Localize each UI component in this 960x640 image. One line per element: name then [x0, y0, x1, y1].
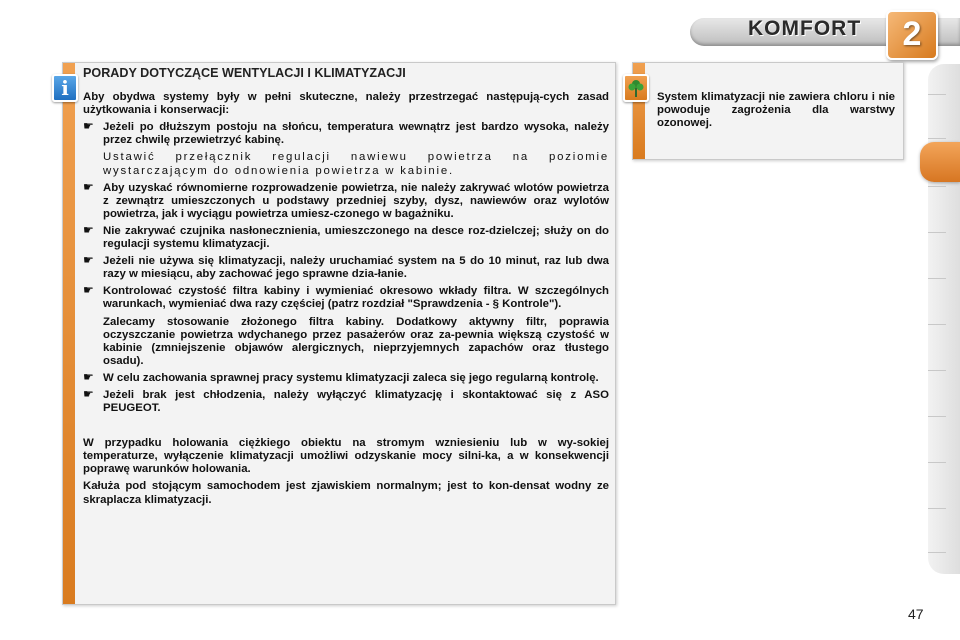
- info-icon: i: [52, 74, 78, 102]
- chapter-badge: 2: [886, 10, 938, 60]
- list-item: [83, 369, 609, 385]
- tab-divider: [928, 186, 946, 187]
- pointing-hand-icon: ☛: [83, 386, 94, 401]
- intro-paragraph: Aby obydwa systemy były w pełni skuteczne, należy przestrzegać następują-cych zasad użytkowania i konserwacji:: [83, 91, 609, 117]
- pointing-hand-icon: ☛: [83, 119, 94, 134]
- list-item: [83, 285, 609, 311]
- list-item: [83, 121, 609, 147]
- list-item-text: W celu zachowania sprawnej pracy systemu klimatyzacji zaleca się jego regularną kontrolę.: [103, 371, 599, 384]
- tab-divider: [928, 552, 946, 553]
- list-item-text: Jeżeli po dłuższym postoju na słońcu, temperatura wewnątrz jest bardzo wysoka, należy przez chwilę przewietrzyć kabinę.: [103, 121, 609, 147]
- tab-divider: [928, 138, 946, 139]
- panel-accent-stripe: [63, 63, 75, 604]
- list-item: [83, 255, 609, 281]
- list-item-text: Nie zakrywać czujnika nasłonecznienia, umieszczonego na desce roz-dzielczej; służy on do regulacji systemu klimatyzacji.: [103, 224, 609, 251]
- active-chapter-tab[interactable]: [920, 142, 960, 182]
- tab-divider: [928, 462, 946, 463]
- advice-content: [83, 67, 609, 507]
- environment-note-panel: [632, 62, 904, 160]
- towing-paragraph: W przypadku holowania ciężkiego obiektu na stromym wzniesieniu lub w wy-sokiej temperaturze, wyłączenie klimatyzacji umożliwi odzyskanie mocy silni-ka, a w konsekwencji poprawę warunków holowania.: [83, 437, 609, 476]
- list-item-note: Zalecamy stosowanie złożonego filtra kabiny. Dodatkowy aktywny filtr, poprawia oczyszczanie powietrza wdychanego przez pasażerów oraz za-pewnia większą czystość w kabinie (zmniejszenie objawów alergicznych, nieprzyjemnych zapachów oraz tłustego osadu).: [103, 315, 609, 367]
- pointing-hand-icon: ☛: [83, 253, 94, 268]
- leaf-icon: [623, 74, 649, 102]
- list-item-text: Kontrolować czystość filtra kabiny i wymieniać okresowo wkłady filtra. W szczególnych warunkach, wymieniać dwa razy częściej (patrz rozdział "Sprawdzenia - § Kontrole").: [103, 285, 609, 311]
- environment-note: [657, 91, 895, 130]
- tab-divider: [928, 278, 946, 279]
- tab-divider: [928, 232, 946, 233]
- tab-divider: [928, 94, 946, 95]
- advice-panel: [62, 62, 616, 605]
- chapter-tabs: [928, 64, 960, 574]
- list-item: [83, 222, 609, 251]
- tab-divider: [928, 508, 946, 509]
- list-item-note: Ustawić przełącznik regulacji nawiewu powietrza na poziomie wystarczającym do odnowienia powietrza w kabinie.: [103, 151, 609, 177]
- tab-divider: [928, 324, 946, 325]
- pointing-hand-icon: ☛: [83, 369, 94, 384]
- tab-divider: [928, 416, 946, 417]
- page-title: KOMFORT: [748, 17, 862, 40]
- pointing-hand-icon: ☛: [83, 283, 94, 298]
- pointing-hand-icon: ☛: [83, 179, 94, 194]
- puddle-paragraph: Kałuża pod stojącym samochodem jest zjawiskiem normalnym; jest to kon-densat wodny ze skraplacza klimatyzacji.: [83, 480, 609, 506]
- tab-divider: [928, 370, 946, 371]
- list-item: [83, 179, 609, 221]
- environment-note-text: System klimatyzacji nie zawiera chloru i nie powoduje zagrożenia dla warstwy ozonowej.: [657, 91, 895, 130]
- list-item-text: Aby uzyskać równomierne rozprowadzenie powietrza, nie należy zakrywać wlotów powietrza z zewnątrz umieszczonych u podstawy przedniej szyby, dysz, nawiewów oraz wylotów powietrza, jak i wyciągu powietrza umiesz-czonego w bagażniku.: [103, 181, 609, 220]
- section-title: PORADY DOTYCZĄCE WENTYLACJI I KLIMATYZACJI: [83, 66, 406, 80]
- list-item: [83, 386, 609, 415]
- pointing-hand-icon: ☛: [83, 222, 94, 237]
- list-item-text: Jeżeli nie używa się klimatyzacji, należy uruchamiać system na 5 do 10 minut, raz lub dwa razy w miesiącu, aby zachować jego sprawne dzia-łanie.: [103, 255, 609, 281]
- page-number: 47: [908, 606, 924, 622]
- list-item-text: Jeżeli brak jest chłodzenia, należy wyłączyć klimatyzację i skontaktować się z ASO PEUGEOT.: [103, 388, 609, 415]
